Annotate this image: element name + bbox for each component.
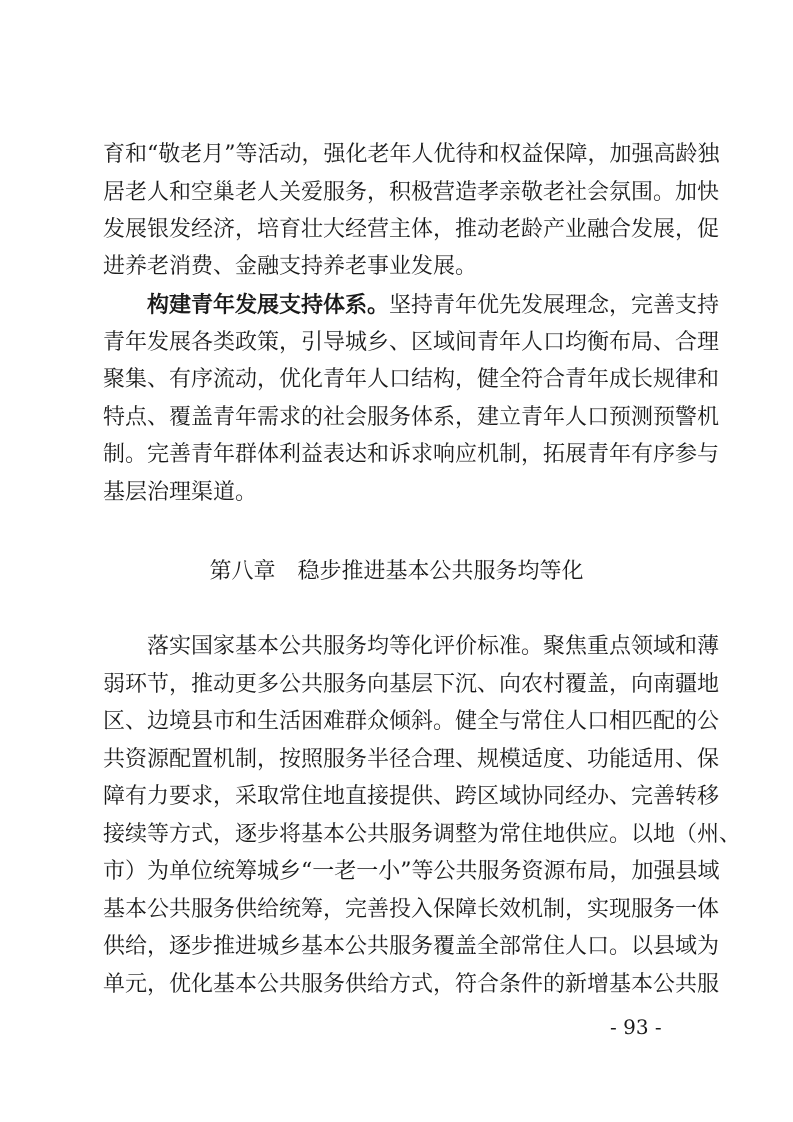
- text-line: 单元，优化基本公共服务供给方式，符合条件的新增基本公共服: [103, 972, 720, 997]
- page-number: - 93 -: [610, 1015, 662, 1039]
- text-line: 市）为单位统筹城乡“一老一小”等公共服务资源布局，加强县域: [103, 859, 720, 884]
- text-line: 发展银发经济，培育壮大经营主体，推动老龄产业融合发展，促: [103, 217, 720, 242]
- text-line: 聚集、有序流动，优化青年人口结构，健全符合青年成长规律和: [103, 367, 720, 392]
- lead-rest: 坚持青年优先发展理念，完善支持: [389, 293, 720, 318]
- text-line: 障有力要求，采取常住地直接提供、跨区域协同经办、完善转移: [103, 784, 720, 809]
- text-line: 特点、覆盖青年需求的社会服务体系，建立青年人口预测预警机: [103, 405, 720, 430]
- text-line: 供给，逐步推进城乡基本公共服务覆盖全部常住人口。以县域为: [103, 934, 720, 959]
- text-line: 居老人和空巢老人关爱服务，积极营造孝亲敬老社会氛围。加快: [103, 180, 720, 205]
- text-line: [103, 290, 720, 320]
- text-line: 制。完善青年群体利益表达和诉求响应机制，拓展青年有序参与: [103, 442, 720, 467]
- text-line: 接续等方式，逐步将基本公共服务调整为常住地供应。以地（州、: [103, 822, 742, 847]
- text-line: 育和“敬老月”等活动，强化老年人优待和权益保障，加强高龄独: [103, 142, 720, 167]
- text-line: 落实国家基本公共服务均等化评价标准。聚焦重点领域和薄: [147, 634, 720, 659]
- text-line: 基本公共服务供给统筹，完善投入保障长效机制，实现服务一体: [103, 897, 720, 922]
- text-line: 共资源配置机制，按照服务半径合理、规模适度、功能适用、保: [103, 747, 720, 772]
- text-line: 进养老消费、金融支持养老事业发展。: [103, 254, 478, 279]
- text-line: 区、边境县市和生活困难群众倾斜。健全与常住人口相匹配的公: [103, 709, 720, 734]
- text-line: 弱环节，推动更多公共服务向基层下沉、向农村覆盖，向南疆地: [103, 672, 720, 697]
- text-line: 青年发展各类政策，引导城乡、区域间青年人口均衡布局、合理: [103, 330, 720, 355]
- text-line: 基层治理渠道。: [103, 480, 258, 505]
- paragraph-lead: 构建青年发展支持体系。: [147, 292, 390, 318]
- chapter-heading: 第八章 稳步推进基本公共服务均等化: [209, 559, 584, 584]
